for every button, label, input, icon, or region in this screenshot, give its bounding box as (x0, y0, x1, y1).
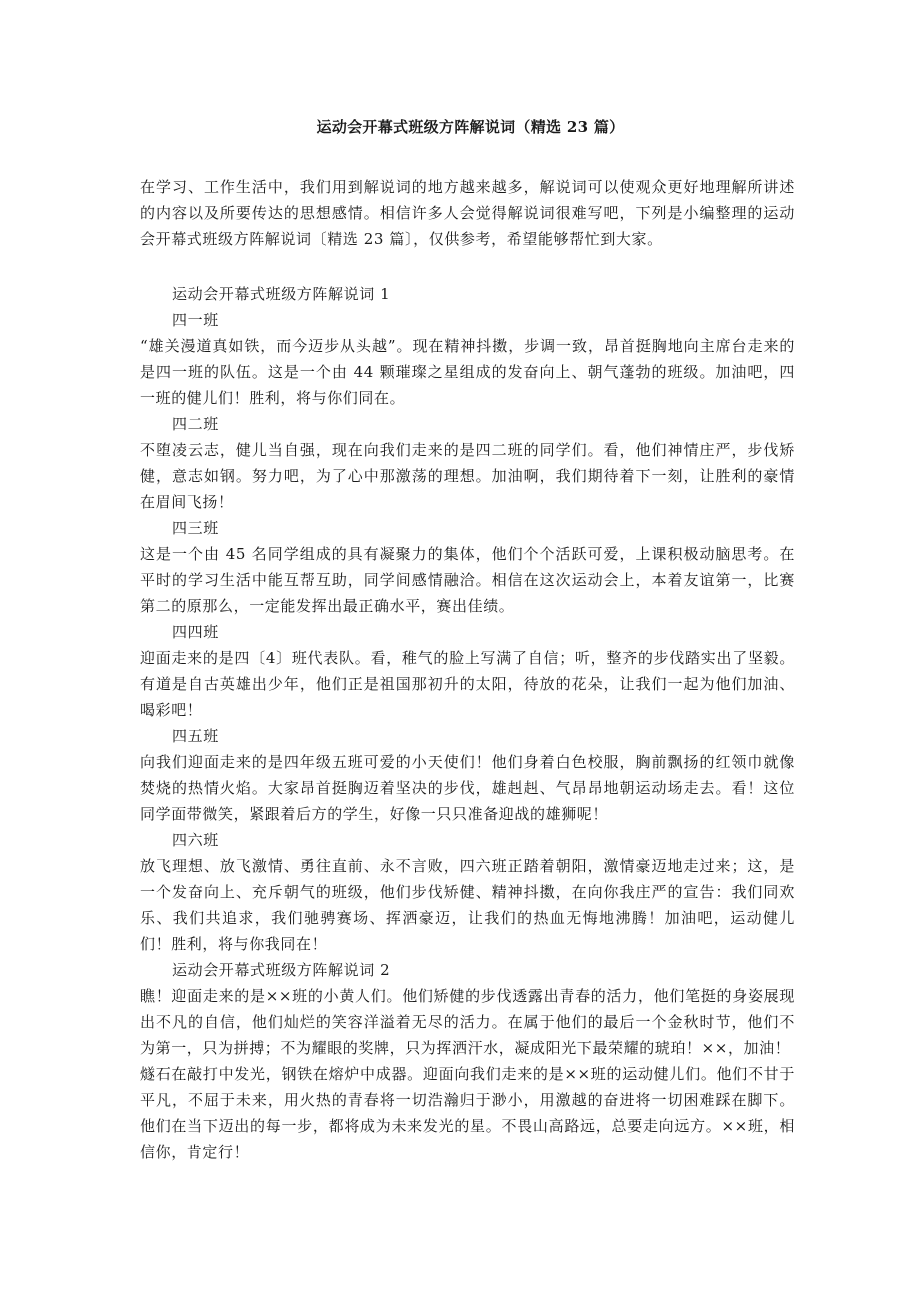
class-name: 四六班 (172, 831, 219, 849)
class-name: 四二班 (172, 415, 219, 433)
class-commentary: “雄关漫道真如铁，而今迈步从头越”。现在精神抖擞，步调一致，昂首挺胸地向主席台走来的是四一班的队伍。这是一个由 44 颗璀璨之星组成的发奋向上、朝气蓬勃的班级。加油吧，四一班的健儿们！胜利，将与你们同在。 (140, 337, 795, 407)
document-page (140, 114, 795, 1165)
section-heading: 运动会开幕式班级方阵解说词 1 (172, 285, 391, 303)
class-name: 四四班 (172, 623, 219, 641)
section-heading: 运动会开幕式班级方阵解说词 2 (172, 961, 391, 979)
commentary-paragraph: 燧石在敲打中发光，钢铁在熔炉中成器。迎面向我们走来的是××班的运动健儿们。他们不甘于平凡，不屈于未来，用火热的青春将一切浩瀚归于渺小，用激越的奋进将一切困难踩在脚下。他们在当下迈出的每一步，都将成为未来发光的星。不畏山高路远，总要走向远方。××班，相信你，肯定行！ (140, 1065, 795, 1161)
class-name: 四三班 (172, 519, 219, 537)
section-2 (140, 957, 795, 1165)
commentary-paragraph: 瞧！迎面走来的是××班的小黄人们。他们矫健的步伐透露出青春的活力，他们笔挺的身姿展现出不凡的自信，他们灿烂的笑容洋溢着无尽的活力。在属于他们的最后一个金秋时节，他们不为第一，只为拼搏；不为耀眼的奖牌，只为挥洒汗水，凝成阳光下最荣耀的琥珀！××，加油！ (140, 987, 795, 1057)
class-commentary: 不堕凌云志，健儿当自强，现在向我们走来的是四二班的同学们。看，他们神情庄严，步伐矫健，意志如钢。努力吧，为了心中那激荡的理想。加油啊，我们期待着下一刻，让胜利的豪情在眉间飞扬！ (140, 441, 795, 511)
class-commentary: 迎面走来的是四〔4〕班代表队。看，稚气的脸上写满了自信；听，整齐的步伐踏实出了坚毅。有道是自古英雄出少年，他们正是祖国那初升的太阳，待放的花朵，让我们一起为他们加油、喝彩吧！ (140, 649, 795, 719)
class-commentary: 向我们迎面走来的是四年级五班可爱的小天使们！他们身着白色校服，胸前飘扬的红领巾就像焚烧的热情火焰。大家昂首挺胸迈着坚决的步伐，雄赳赳、气昂昂地朝运动场走去。看！这位同学面带微笑，紧跟着后方的学生，好像一只只准备迎战的雄狮呢！ (140, 753, 795, 823)
section-1 (140, 281, 795, 957)
document-title: 运动会开幕式班级方阵解说词（精选 23 篇） (316, 118, 625, 136)
class-commentary: 放飞理想、放飞激情、勇往直前、永不言败，四六班正踏着朝阳，激情豪迈地走过来；这，是一个发奋向上、充斥朝气的班级，他们步伐矫健、精神抖擞，在向你我庄严的宣告：我们同欢乐、我们共追求，我们驰骋赛场、挥洒豪迈，让我们的热血无悔地沸腾！加油吧，运动健儿们！胜利，将与你我同在！ (140, 857, 795, 953)
class-name: 四一班 (172, 311, 219, 329)
class-commentary: 这是一个由 45 名同学组成的具有凝聚力的集体，他们个个活跃可爱，上课积极动脑思考。在平时的学习生活中能互帮互助，同学间感情融洽。相信在这次运动会上，本着友谊第一，比赛第二的原那么，一定能发挥出最正确水平，赛出佳绩。 (140, 545, 795, 615)
intro-paragraph: 在学习、工作生活中，我们用到解说词的地方越来越多，解说词可以使观众更好地理解所讲述的内容以及所要传达的思想感情。相信许多人会觉得解说词很难写吧，下列是小编整理的运动会开幕式班级方阵解说词〔精选 23 篇〕，仅供参考，希望能够帮忙到大家。 (140, 178, 795, 248)
class-name: 四五班 (172, 727, 219, 745)
